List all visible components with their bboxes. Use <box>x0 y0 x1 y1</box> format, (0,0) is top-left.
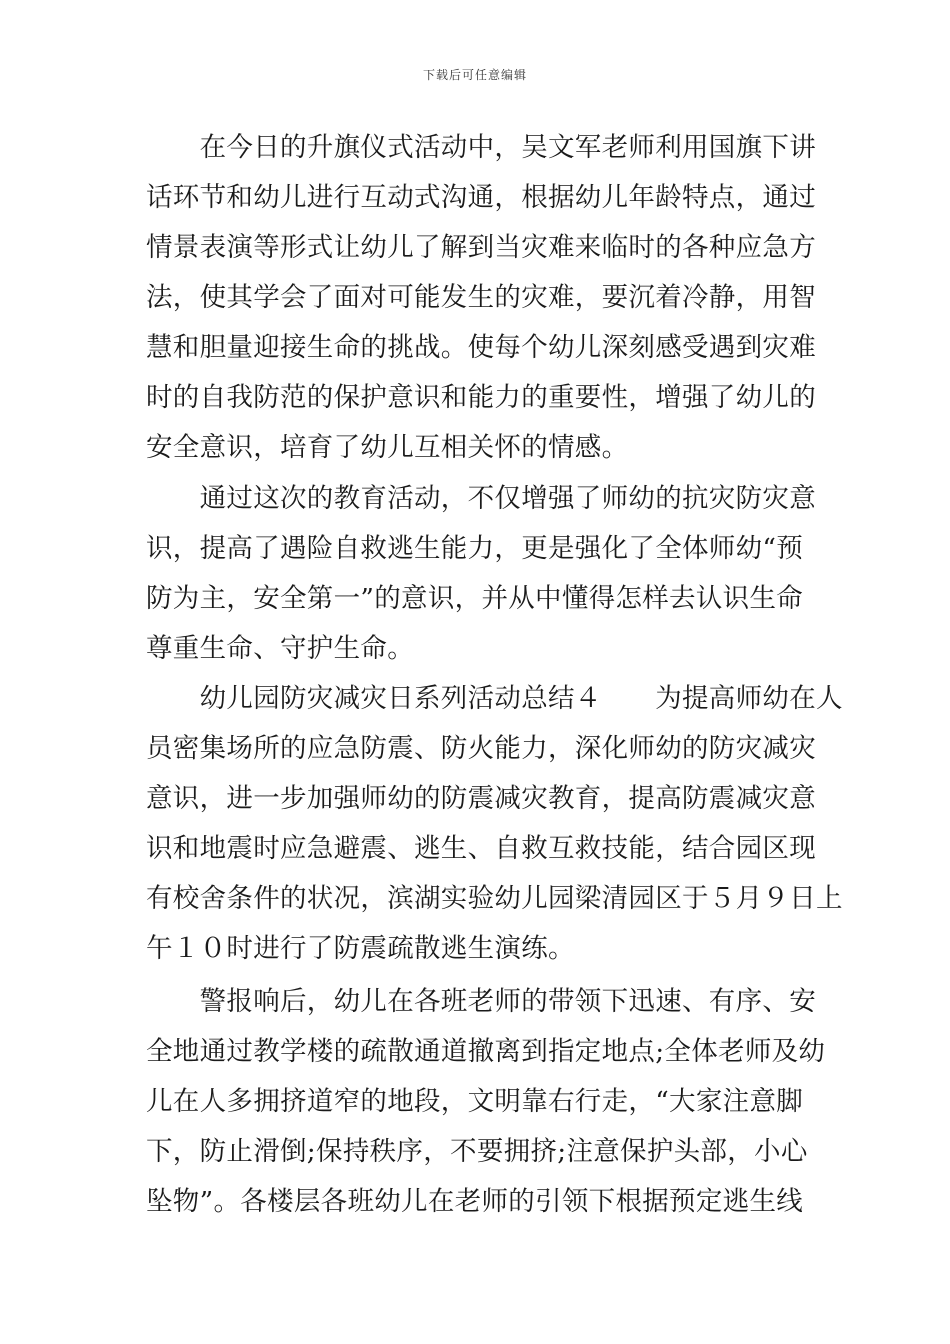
text-line: 安全意识，培育了幼儿互相关怀的情感。 <box>146 432 629 463</box>
text-line: 儿在人多拥挤道窄的地段，文明靠右行走，“大家注意脚 <box>146 1086 804 1117</box>
text-line: 下，防止滑倒;保持秩序，不要拥挤;注意保护头部，小心 <box>146 1136 808 1167</box>
text-line: 识和地震时应急避震、逃生、自救互救技能，结合园区现 <box>146 833 816 864</box>
text-line: 法，使其学会了面对可能发生的灾难，要沉着冷静，用智 <box>146 282 816 313</box>
text-line: 员密集场所的应急防震、防火能力，深化师幼的防灾减灾 <box>146 733 816 764</box>
text-line: 坠物”。各楼层各班幼儿在老师的引领下根据预定逃生线 <box>146 1186 804 1217</box>
text-line: 通过这次的教育活动，不仅增强了师幼的抗灾防灾意 <box>146 483 816 514</box>
text-line: 时的自我防范的保护意识和能力的重要性，增强了幼儿的 <box>146 382 816 413</box>
text-line: 防为主，安全第一”的意识，并从中懂得怎样去认识生命 <box>146 583 804 614</box>
text-line: 话环节和幼儿进行互动式沟通，根据幼儿年龄特点，通过 <box>146 182 816 213</box>
text-line: 在今日的升旗仪式活动中，吴文军老师利用国旗下讲 <box>146 132 816 163</box>
text-line: 情景表演等形式让幼儿了解到当灾难来临时的各种应急方 <box>146 232 816 263</box>
text-line: 慧和胆量迎接生命的挑战。使每个幼儿深刻感受遇到灾难 <box>146 332 816 363</box>
text-line: 全地通过教学楼的疏散通道撤离到指定地点;全体老师及幼 <box>146 1036 826 1067</box>
text-line: 识，提高了遇险自救逃生能力，更是强化了全体师幼“预 <box>146 533 804 564</box>
text-line: 幼儿园防灾减灾日系列活动总结４ 为提高师幼在人 <box>146 683 843 714</box>
text-line: 尊重生命、守护生命。 <box>146 633 414 664</box>
text-line: 午１０时进行了防震疏散逃生演练。 <box>146 933 575 964</box>
text-line: 意识，进一步加强师幼的防震减灾教育，提高防震减灾意 <box>146 783 816 814</box>
text-line: 警报响后，幼儿在各班老师的带领下迅速、有序、安 <box>146 986 816 1017</box>
text-line: 有校舍条件的状况，滨湖实验幼儿园梁清园区于５月９日上 <box>146 883 843 914</box>
page-header: 下载后可任意编辑 <box>422 68 527 82</box>
